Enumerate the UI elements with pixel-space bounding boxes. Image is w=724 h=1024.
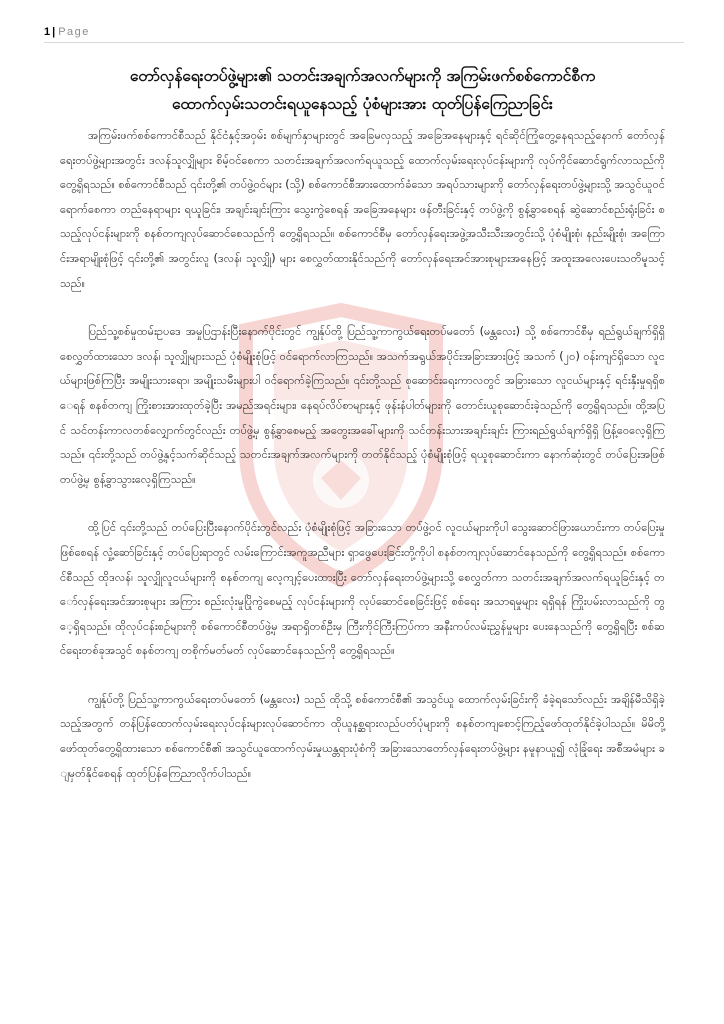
page-header <box>44 22 684 43</box>
paragraph-2: ပြည်သူ့စစ်မှုထမ်းဥပဒေ အမှုပြဌာန်းပြီးနောက်ပိုင်းတွင် ကျွန်ုပ်တို့ ပြည်သူ့ကာကွယ်ရေးတပ်မတော် (မန္တလေး) သို့ စစ်ကောင်စီမှ ရည်ရွယ်ချက်ရှိရှိ စေလွှတ်ထားသော ဒလန်၊ သူလျှိုများသည် ပုံစံမျိုးစုံဖြင့် ဝင်ရောက်လာကြသည်။ အသက်အရွယ်အပိုင်းအခြားအားဖြင့် အသက် (၂၀) ဝန်းကျင်ရှိသော လူငယ်များဖြစ်ကြပြီး အမျိုးသားရော၊ အမျိုးသမီးများပါ ဝင်ရောက်ခဲ့ကြသည်။ ၎င်းတို့သည် စုဆောင်းရေးကာလတွင် အခြားသော လူငယ်များနှင့် ရင်းနှီးမှုရရှိစေရန် စနစ်တကျ ကြိုးစားအားထုတ်ခဲ့ပြီး အမည်အရင်းများ၊ နေရပ်လိပ်စာများနှင့် ဖုန်းနံပါတ်များကို တောင်းယူစုဆောင်းခဲ့သည်ကို တွေ့ရှိရသည်။ ထို့အပြင် သင်တန်းကာလတစ်လျှောက်တွင်လည်း တပ်ဖွဲ့မှ စွန့်ခွာစေမည့် အတွေးအခေါ်များကို သင်တန်းသားအချင်းချင်း ကြားရည်ရွယ်ချက်ရှိရှိ ဖြန့်ဝေလေ့ရှိကြသည်။ ၎င်းတို့သည် တပ်ဖွဲ့နှင့်သက်ဆိုင်သည့် သတင်းအချက်အလက်များကို တတ်နိုင်သည့် ပုံစံမျိုးစုံဖြင့် ရယူစုဆောင်းကာ နောက်ဆုံးတွင် တပ်ပြေးအဖြစ် တပ်ဖွဲ့မှ စွန့်ခွာသွားလေ့ရှိကြသည်။ <box>60 325 665 486</box>
page-separator: | <box>52 26 56 38</box>
paragraph-3: ထို့ပြင် ၎င်းတို့သည် တပ်ပြေးပြီးနောက်ပိုင်းတွင်လည်း ပုံစံမျိုးစုံဖြင့် အခြားသော တပ်ဖွဲ့ဝင် လူငယ်များကိုပါ သွေးဆောင်ဖြားယောင်းကာ တပ်ပြေးမှုဖြစ်စေရန် လှုံ့ဆော်ခြင်းနှင့် တပ်ပြေးရာတွင် လမ်းကြောင်းအကူအညီများ ရှာဖွေပေးခြင်းတို့ကိုပါ စနစ်တကျလုပ်ဆောင်နေသည်ကို တွေ့ရှိရသည်။ စစ်ကောင်စီသည် ထိုဒလန်၊ သူလျှိုလူငယ်များကို စနစ်တကျ လေ့ကျင့်ပေးထားပြီး တော်လှန်ရေးတပ်ဖွဲ့များသို့ စေလွှတ်ကာ သတင်းအချက်အလက်ရယူခြင်းနှင့် တော်လှန်ရေးအင်အားစုများ အကြား စည်းလုံးမှုပြိုကွဲစေမည့် လုပ်ငန်းများကို လုပ်ဆောင်စေခြင်းဖြင့် စစ်ရေး အသာရမှုများ ရရှိရန် ကြိုးပမ်းလာသည်ကို တွေ့ရှိရသည်။ ထိုလုပ်ငန်းစဉ်များကို စစ်ကောင်စီတပ်ဖွဲ့မှ အရာရှိတစ်ဦးမှ ကြီးကိုင်ကြီးကြပ်ကာ အနီးကပ်လမ်းညွှန်မှုများ ပေးနေသည်ကို တွေ့ရှိရပြီး စစ်ဆင်ရေးတစ်ခုအသွင် စနစ်တကျ တစိုက်မတ်မတ် လုပ်ဆောင်နေသည်ကို တွေ့ရှိရသည်။ <box>60 521 665 658</box>
title-line-1: တော်လှန်ရေးတပ်ဖွဲ့များ၏ သတင်းအချက်အလက်များကို အကြမ်းဖက်စစ်ကောင်စီက <box>129 67 596 85</box>
paragraph-4: ကျွန်ုပ်တို့ ပြည်သူ့ကာကွယ်ရေးတပ်မတော် (မန္တလေး) သည် ထိုသို့ စစ်ကောင်စီ၏ အသွင်ယူ ထောက်လှမ်းခြင်းကို ခံခဲ့ရသော်လည်း အချိန်မီသိရှိခဲ့သည့်အတွက် တန်ပြန်ထောက်လှမ်းရေးလုပ်ငန်းများလုပ်ဆောင်ကာ ထိုယူနစ္ဆရားလည်ပတ်ပုံများကို စနစ်တကျစောင့်ကြည့်ဖော်ထုတ်နိုင်ခဲ့ပါသည်။ မိမိတို့ ဖော်ထုတ်တွေ့ရှိထားသော စစ်ကောင်စီ၏ အသွင်ယူထောက်လှမ်းမှုယန္တရားပုံစံကို အခြားသောတော်လှန်ရေးတပ်ဖွဲ့များ နမူနာယူ၍ လုံခြုံရေး အစီအမံများ ချမှတ်နိုင်စေရန် ထုတ်ပြန်ကြေညာလိုက်ပါသည်။ <box>60 692 665 780</box>
document-title <box>60 62 665 118</box>
page-label: Page <box>58 26 90 38</box>
title-line-2: ထောက်လှမ်းသတင်းရယူနေသည့် ပုံစံများအား ထုတ်ပြန်ကြေညာခြင်း <box>172 95 553 113</box>
document-body <box>60 124 665 810</box>
paragraph-1: အကြမ်းဖက်စစ်ကောင်စီသည် နိုင်ငံနှင့်အဝှမ်း စစ်မျက်နှာများတွင် အခြေမလှသည့် အခြေအနေများနှင့် ရင်ဆိုင်ကြုံတွေ့နေရသည့်နောက် တော်လှန်ရေးတပ်ဖွဲ့များအတွင်း ဒလန်သူလျှိုများ စိမ့်ဝင်စေကာ သတင်းအချက်အလက်ရယူသည့် ထောက်လှမ်းရေးလုပ်ငန်းများကို လုပ်ကိုင်ဆောင်ရွက်လာသည်ကို တွေ့ရှိရသည်။ စစ်ကောင်စီသည် ၎င်းတို့၏ တပ်ဖွဲ့ဝင်များ (သို့) စစ်ကောင်စီအားထောက်ခံသော အရပ်သားများကို တော်လှန်ရေးတပ်ဖွဲ့များသို့ အသွင်ယူဝင်ရောက်စေကာ တည်နေရာများ ရယူခြင်း၊ အချင်းချင်းကြား သွေးကွဲစေရန် အခြေအနေများ ဖန်တီးခြင်းနှင့် တပ်ဖွဲ့ကို စွန့်ခွာစေရန် ဆွဲဆောင်စည်းရုံးခြင်း စသည့်လုပ်ငန်းများကို စနစ်တကျလုပ်ဆောင်စေသည်ကို တွေ့ရှိရသည်။ စစ်ကောင်စီမှ တော်လှန်ရေးအဖွဲ့အသီးသီးအတွင်းသို့ ပုံစံမျိုးစုံ၊ နည်းမျိုးစုံ၊ အကြောင်းအရာမျိုးစုံဖြင့် ၎င်းတို့၏ အတွင်းလူ (ဒလန်၊ သူလျှို) များ စေလွှတ်ထားနိုင်သည်ကို တော်လှန်ရေးအင်အားစုများအနေဖြင့် အထူးအလေးပေးသတိမူသင့်သည်။ <box>60 129 666 290</box>
page-number: 1 <box>44 26 51 38</box>
